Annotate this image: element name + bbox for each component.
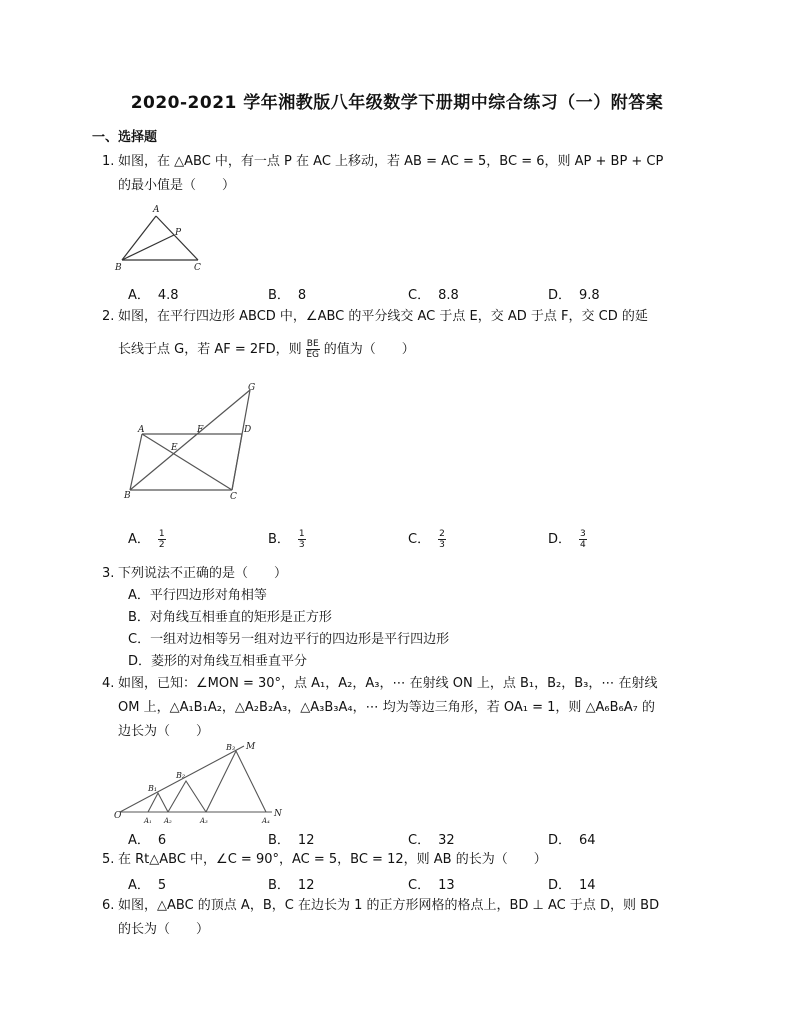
label-a1: A₁	[144, 817, 152, 825]
label-b: B	[124, 491, 131, 501]
label-c: C	[230, 492, 237, 502]
label-a: A	[138, 425, 145, 435]
option-c[interactable]: C． 13	[408, 878, 455, 893]
question-1	[102, 150, 708, 198]
option-b[interactable]: B． 12	[268, 833, 315, 848]
label-o: O	[114, 811, 122, 821]
label-a4: A₄	[262, 817, 270, 825]
figure-equilateral-triangles	[112, 738, 292, 826]
question-number: 3.	[102, 566, 115, 581]
label-b: B	[115, 263, 122, 273]
question-text: 在 Rt△ABC 中，∠C = 90°，AC = 5，BC = 12，则 AB 的长为（ ）	[118, 852, 547, 867]
question-text: 如图，在 △ABC 中，有一点 P 在 AC 上移动，若 AB = AC = 5，BC = 6，则 AP + BP + CP	[118, 154, 664, 169]
question-number: 4.	[102, 676, 115, 691]
page-title: 2020-2021 学年湘教版八年级数学下册期中综合练习（一）附答案	[130, 93, 664, 113]
option-d[interactable]: D． 9.8	[548, 288, 600, 303]
label-b1: B₁	[148, 784, 158, 793]
question-text: 如图，已知：∠MON = 30°，点 A₁，A₂，A₃，⋯ 在射线 ON 上，点 B₁，B₂，B₃，⋯ 在射线	[118, 676, 658, 691]
question-number: 6.	[102, 898, 115, 913]
option-c[interactable]: C． 8.8	[408, 288, 459, 303]
question-number: 1.	[102, 154, 115, 169]
label-e: E	[171, 443, 178, 453]
option-b[interactable]: B． 8	[268, 288, 307, 303]
question-text: 如图，在平行四边形 ABCD 中，∠ABC 的平分线交 AC 于点 E，交 AD 于点 F，交 CD 的延	[118, 309, 648, 324]
option-c[interactable]: C．一组对边相等另一组对边平行的四边形是平行四边形	[128, 632, 450, 647]
section-heading-choice: 一、选择题	[92, 130, 158, 145]
option-c[interactable]: C． $\frac{2}{3}$	[408, 529, 445, 550]
figure-triangle-abc	[112, 200, 212, 276]
option-a[interactable]: A． 4.8	[128, 288, 179, 303]
question-2-line2: 长线于点 G，若 AF = 2FD，则 $\frac{BE}{EG}$ 的值为（ ）	[118, 339, 415, 360]
label-f: F	[197, 425, 204, 435]
label-a: A	[153, 205, 160, 215]
option-b[interactable]: B． $\frac{1}{3}$	[268, 529, 305, 550]
option-b[interactable]: B．对角线互相垂直的矩形是正方形	[128, 610, 332, 625]
question-3	[102, 562, 708, 586]
option-a[interactable]: A． $\frac{1}{2}$	[128, 529, 165, 550]
question-text: 如图，△ABC 的顶点 A，B，C 在边长为 1 的正方形网格的格点上，BD ⊥ AC 于点 D，则 BD	[118, 898, 660, 913]
fraction-be-eg: $\frac{BE}{EG}$	[306, 339, 320, 360]
label-m: M	[246, 742, 256, 752]
question-text-cont: 的长为（ ）	[118, 922, 210, 937]
option-a[interactable]: A． 6	[128, 833, 167, 848]
label-a3: A₃	[200, 817, 208, 825]
question-text: 下列说法不正确的是（ ）	[118, 566, 288, 581]
option-c[interactable]: C． 32	[408, 833, 455, 848]
question-number: 2.	[102, 309, 115, 324]
label-c: C	[194, 263, 201, 273]
label-a2: A₂	[164, 817, 172, 825]
option-d[interactable]: D． $\frac{3}{4}$	[548, 529, 586, 550]
label-n: N	[274, 809, 282, 819]
label-p: P	[175, 228, 182, 238]
figure-parallelogram-abcd	[118, 378, 268, 504]
option-d[interactable]: D． 64	[548, 833, 596, 848]
question-6	[102, 894, 708, 942]
question-number: 5.	[102, 852, 115, 867]
question-5	[102, 848, 708, 872]
option-a[interactable]: A．平行四边形对角相等	[128, 588, 267, 603]
option-a[interactable]: A． 5	[128, 878, 167, 893]
label-g: G	[248, 383, 256, 393]
question-4	[102, 672, 708, 744]
label-b2: B₂	[176, 771, 186, 780]
label-b3: B₃	[226, 743, 236, 752]
question-2	[102, 305, 708, 329]
question-text-cont: 的最小值是（ ）	[118, 178, 236, 193]
option-d[interactable]: D．菱形的对角线互相垂直平分	[128, 654, 308, 669]
label-d: D	[244, 425, 252, 435]
option-d[interactable]: D． 14	[548, 878, 596, 893]
option-b[interactable]: B． 12	[268, 878, 315, 893]
question-text-cont: OM 上，△A₁B₁A₂，△A₂B₂A₃，△A₃B₃A₄，⋯ 均为等边三角形，若 OA₁ = 1，则 △A₆B₆A₇ 的	[118, 700, 655, 715]
question-text-cont: 边长为（ ）	[118, 724, 210, 739]
